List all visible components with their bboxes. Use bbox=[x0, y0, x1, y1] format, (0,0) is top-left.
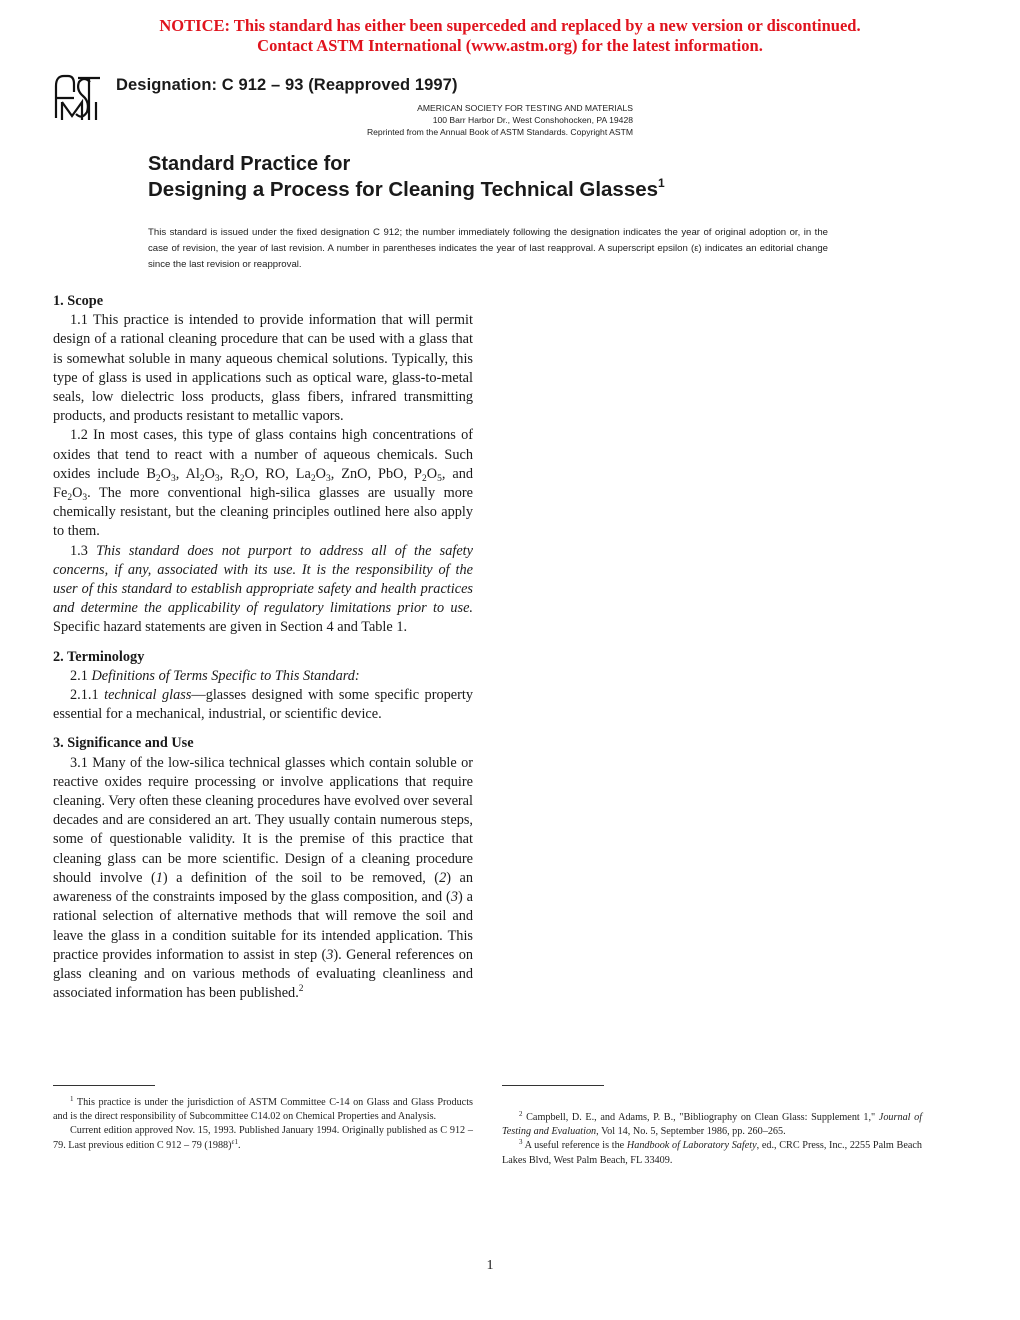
publisher-address: 100 Barr Harbor Dr., West Conshohocken, PA 19428 bbox=[432, 115, 633, 125]
paragraph-1-1: 1.1 This practice is intended to provide information that will permit design of a rational cleaning procedure that can be used with a glass that is somewhat soluble in many aqueous chemical solutions. Typically, this type of glass is used in applications such as optical ware, glass-to-metal seals, low dielectric loss products, glass fibers, infrared transmitting products, and products resistant to metallic vapors. bbox=[53, 312, 473, 425]
footnotes-left bbox=[53, 1096, 473, 1153]
footnote-1-edition: Current edition approved Nov. 15, 1993. Published January 1994. Originally published as C 912 – 79. Last previous edition C 912 – 79 $(1988)^{\varepsilon 1}$. bbox=[53, 1125, 473, 1151]
footnote-3: $^3$ A useful reference is the Handbook of Laboratory Safety, ed., CRC Press, Inc., 2255 Palm Beach Lakes Blvd, West Palm Beach, FL 33409. bbox=[502, 1138, 922, 1166]
paragraph-2-1-1: 2.1.1 technical glass—glasses designed with some specific property essential for a mechanical, industrial, or scientific device. bbox=[53, 687, 473, 723]
section-heading-terminology: 2. Terminology bbox=[53, 648, 145, 665]
paragraph-1-2: 1.2 In most cases, this type of glass contains high concentrations of oxides that tend to react with a number of aqueous chemicals. Such oxides include $B_2O_3$, $Al_2O_3$, $R_2O$, RO, $La_2O_3$, ZnO, PbO, $P_2O_5$, and $Fe_2O_3$. The more conventional high-silica glasses are usually more chemically resistant, but the cleaning principles outlined here also apply to them. bbox=[53, 427, 474, 540]
footnotes-right bbox=[502, 1111, 922, 1168]
issuance-note: This standard is issued under the fixed designation C 912; the number immediately following the designation indicates the year of original adoption or, in the case of revision, the year of last revision. A number in parentheses indicates the year of last reapproval. A superscript epsilon (ε) indicates an editorial change since the last revision or reapproval. bbox=[148, 227, 828, 270]
footnote-divider-right bbox=[502, 1085, 604, 1086]
footnote-divider-left bbox=[53, 1085, 155, 1086]
left-column bbox=[53, 292, 473, 1003]
page-title: Designing a Process for Cleaning Technical Glasses$^1$ bbox=[148, 176, 665, 201]
footnote-1: $^1$ This practice is under the jurisdiction of ASTM Committee C-14 on Glass and Glass Products and is the direct responsibility of Subcommittee C14.02 on Chemical Properties and Analysis. bbox=[53, 1095, 473, 1123]
title-prefix: Standard Practice for bbox=[148, 153, 351, 175]
designation: Designation: C 912 – 93 (Reapproved 1997) bbox=[116, 76, 458, 94]
page-number: 1 bbox=[486, 1258, 494, 1273]
footnote-2: $^2$ Campbell, D. E., and Adams, P. B., "Bibliography on Clean Glass: Supplement 1," Journal of Testing and Evaluation, Vol 14, No. 5, September 1986, pp. 260–265. bbox=[502, 1110, 923, 1138]
section-heading-scope: 1. Scope bbox=[53, 293, 104, 309]
publisher-name: AMERICAN SOCIETY FOR TESTING AND MATERIALS bbox=[417, 103, 633, 113]
paragraph-3-1: 3.1 Many of the low-silica technical glasses which contain soluble or reactive oxides require processing or involve applications that require cleaning. Very often these cleaning procedures have evolved over several decades and are considered an art. They usually contain numerous steps, some of questionable validity. It is the premise of this practice that cleaning glass can be more scientific. Design of a cleaning procedure should involve (1) a definition of the soil to be removed, (2) an awareness of the constraints imposed by the glass composition, and (3) a rational selection of alternative methods that will remove the soil and leave the glass in a condition suitable for its intended application. This practice provides information to assist in step (3). General references on glass cleaning and on various methods of evaluating cleanliness and associated information has been published.$^2$ bbox=[53, 754, 474, 1002]
notice-line-1: NOTICE: This standard has either been superceded and replaced by a new version or discontinued. bbox=[159, 16, 861, 35]
paragraph-2-1: 2.1 Definitions of Terms Specific to This Standard: bbox=[70, 667, 360, 684]
astm-logo-icon bbox=[52, 72, 104, 124]
notice-line-2: Contact ASTM International (www.astm.org) for the latest information. bbox=[257, 36, 763, 55]
paragraph-1-3: 1.3 This standard does not purport to address all of the safety concerns, if any, associated with its use. It is the responsibility of the user of this standard to establish appropriate safety and health practices and determine the applicability of regulatory limitations prior to use. Specific hazard statements are given in Section 4 and Table 1. bbox=[53, 542, 473, 636]
footnote-ref-2[interactable]: 2 bbox=[298, 984, 304, 995]
publisher-reprint: Reprinted from the Annual Book of ASTM Standards. Copyright ASTM bbox=[366, 127, 633, 137]
title-footnote-ref[interactable]: 1 bbox=[658, 176, 665, 190]
section-heading-significance: 3. Significance and Use bbox=[53, 735, 194, 752]
